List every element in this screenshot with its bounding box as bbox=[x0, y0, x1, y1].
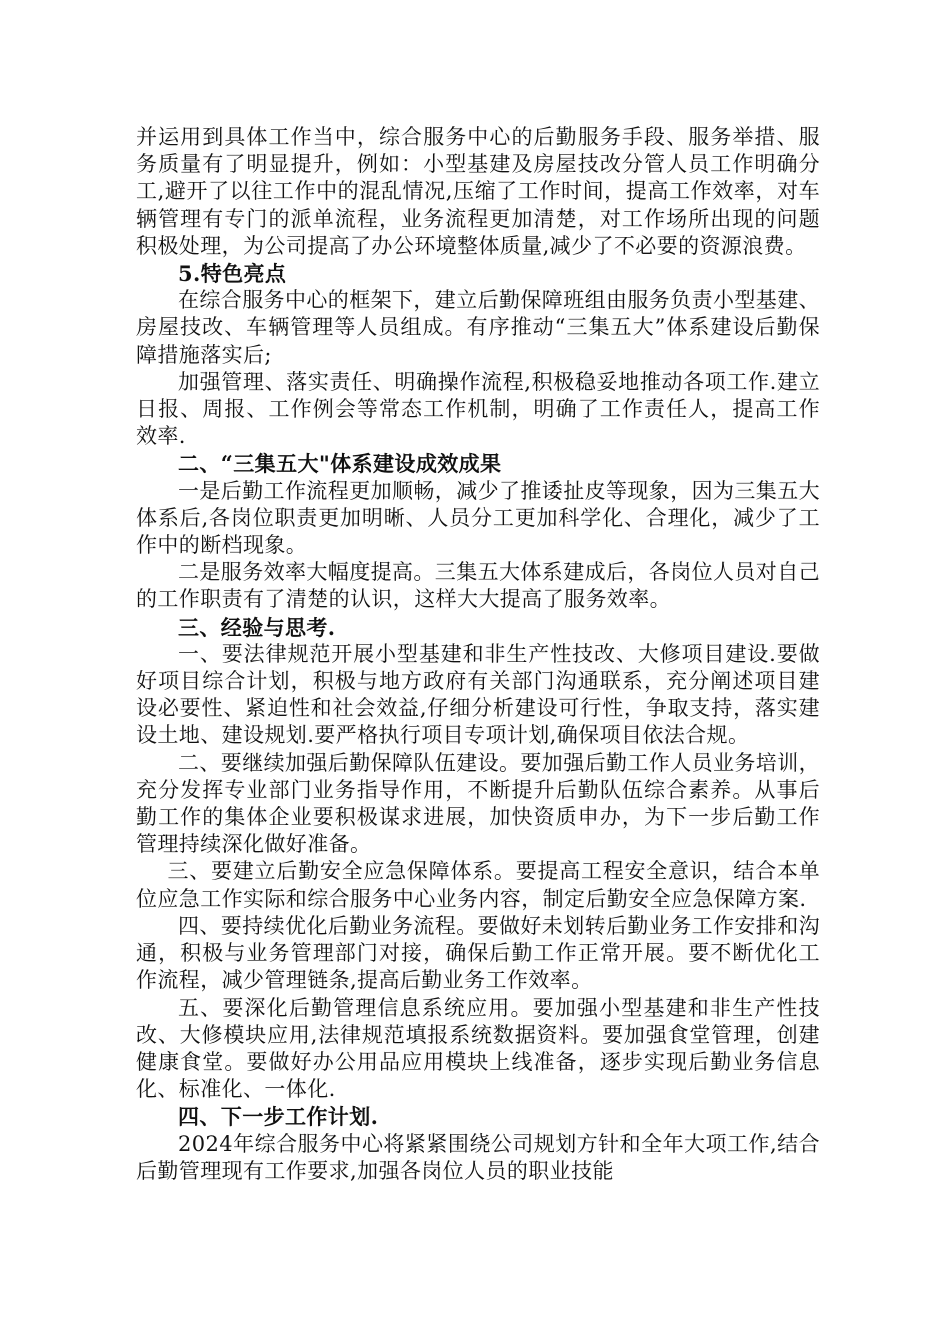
paragraph: 在综合服务中心的框架下，建立后勤保障班组由服务负责小型基建、房屋技改、车辆管理等人员组成。有序推动“三集五大”体系建设后勤保障措施落实后; bbox=[136, 288, 820, 367]
paragraph: 加强管理、落实责任、明确操作流程,积极稳妥地推动各项工作.建立日报、周报、工作例会等常态工作机制，明确了工作责任人，提高工作效率. bbox=[136, 369, 820, 449]
paragraph: 五、要深化后勤管理信息系统应用。要加强小型基建和非生产性技改、大修模块应用,法律规范填报系统数据资料。要加强食堂管理，创建健康食堂。要做好办公用品应用模块上线准备，逐步实现后勤业务信息化、标准化、一体化. bbox=[136, 995, 820, 1102]
section-heading-results: 二、“三集五大"体系建设成效成果 bbox=[178, 451, 502, 477]
paragraph: 二是服务效率大幅度提高。三集五大体系建成后，各岗位人员对自己的工作职责有了清楚的认识，这样大大提高了服务效率。 bbox=[136, 560, 820, 612]
document-page bbox=[136, 124, 820, 1185]
paragraph-continuation: 并运用到具体工作当中，综合服务中心的后勤服务手段、服务举措、服务质量有了明显提升，例如：小型基建及房屋技改分管人员工作明确分工,避开了以往工作中的混乱情况,压缩了工作时间，提高工作效率，对车辆管理有专门的派单流程，业务流程更加清楚，对工作场所出现的问题积极处理，为公司提高了办公环境整体质量,减少了不必要的资源浪费。 bbox=[136, 125, 820, 258]
paragraph: 二、要继续加强后勤保障队伍建设。要加强后勤工作人员业务培训，充分发挥专业部门业务指导作用，不断提升后勤队伍综合素养。从事后勤工作的集体企业要积极谋求进展，加快资质申办，为下一步后勤工作管理持续深化做好准备。 bbox=[136, 750, 820, 857]
paragraph: 一、要法律规范开展小型基建和非生产性技改、大修项目建设.要做好项目综合计划，积极与地方政府有关部门沟通联系，充分阐述项目建设必要性、紧迫性和社会效益,仔细分析建设可行性，争取支持，落实建设土地、建设规划.要严格执行项目专项计划,确保项目依法合规。 bbox=[136, 641, 820, 748]
paragraph: 2024年综合服务中心将紧紧围绕公司规划方针和全年大项工作,结合后勤管理现有工作要求,加强各岗位人员的职业技能 bbox=[136, 1131, 820, 1183]
paragraph: 四、要持续优化后勤业务流程。要做好未划转后勤业务工作安排和沟通，积极与业务管理部门对接，确保后勤工作正常开展。要不断优化工作流程，减少管理链条,提高后勤业务工作效率。 bbox=[136, 913, 820, 993]
paragraph: 三、要建立后勤安全应急保障体系。要提高工程安全意识，结合本单位应急工作实际和综合服务中心业务内容，制定后勤安全应急保障方案. bbox=[136, 859, 820, 911]
section-heading-experience: 三、经验与思考. bbox=[178, 614, 336, 640]
paragraph: 一是后勤工作流程更加顺畅，减少了推诿扯皮等现象，因为三集五大体系后,各岗位职责更加明晰、人员分工更加科学化、合理化，减少了工作中的断档现象。 bbox=[136, 478, 820, 558]
section-heading-next-plan: 四、下一步工作计划. bbox=[178, 1104, 379, 1130]
section-heading-highlights: 5.特色亮点 bbox=[178, 261, 287, 287]
